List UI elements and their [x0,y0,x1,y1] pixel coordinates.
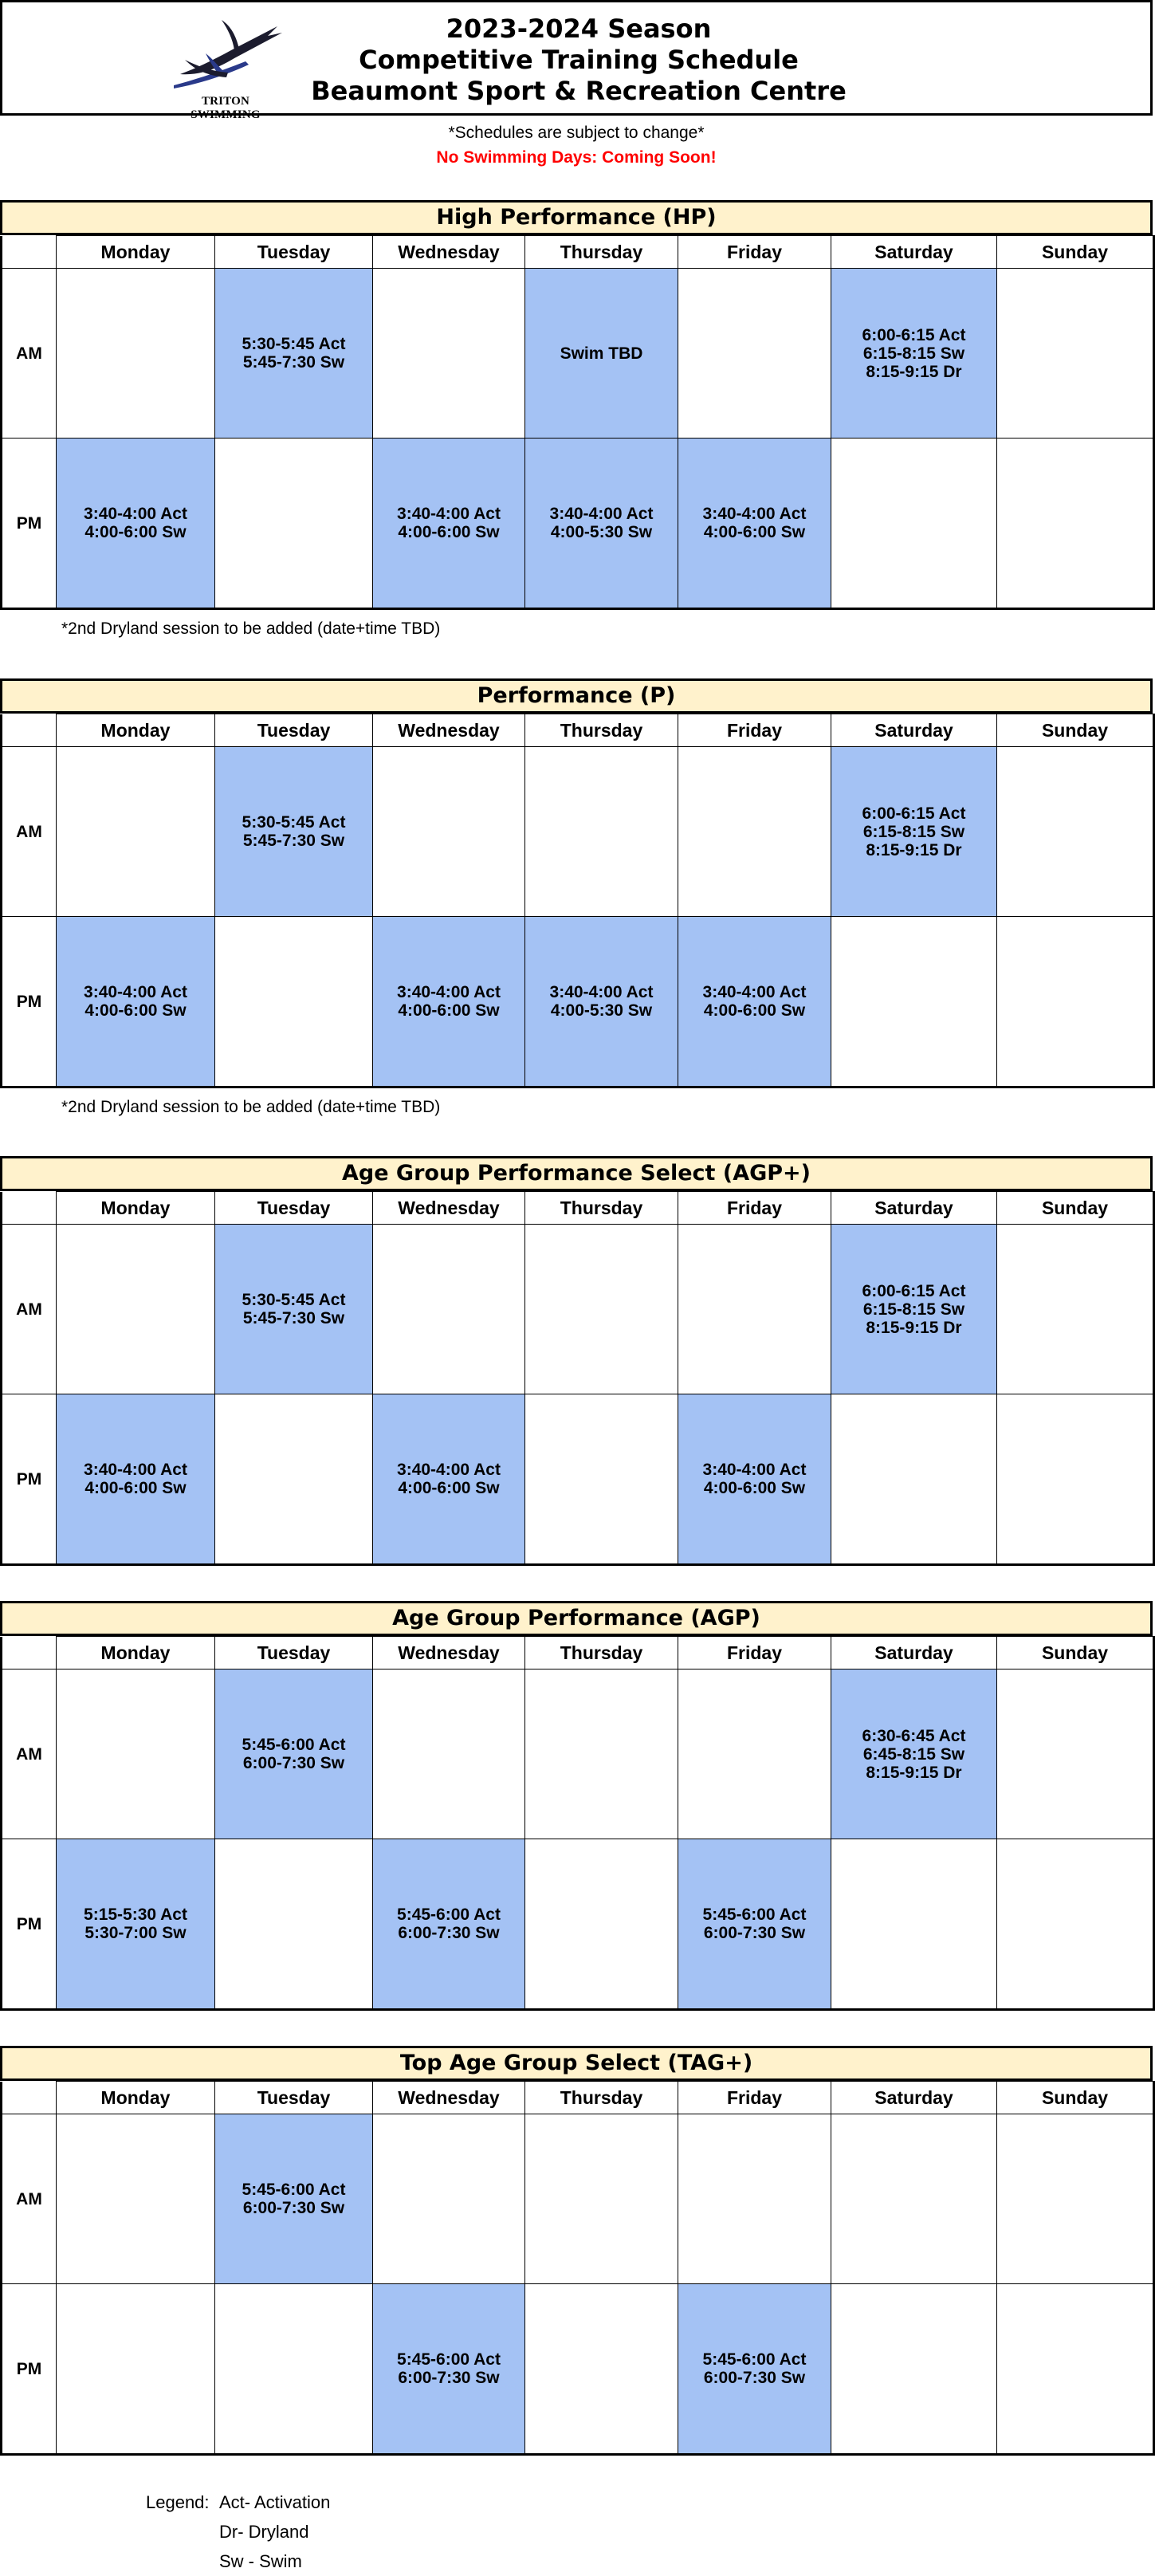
header-corner [2,1192,57,1225]
session-cell [215,1839,373,2010]
session-cell [997,1839,1154,2010]
session-time: 5:45-6:00 Act [397,2350,501,2369]
period-label-pm: PM [2,1394,57,1565]
change-notice: *Schedules are subject to change* [448,124,705,142]
session-time: 4:00-6:00 Sw [703,1479,806,1497]
session-time: 6:45-8:15 Sw [862,1744,965,1764]
session-cell [678,917,831,1087]
session-cell [57,1839,215,2010]
title-line-venue: Beaumont Sport & Recreation Centre [311,76,847,106]
day-header-saturday: Saturday [831,714,997,747]
day-header-thursday: Thursday [525,236,678,269]
session-cell [373,747,525,917]
period-label-pm: PM [2,2284,57,2455]
session-time: 3:40-4:00 Act [397,505,501,523]
day-header-sunday: Sunday [997,236,1154,269]
day-header-tuesday: Tuesday [215,714,373,747]
session-cell [373,917,525,1087]
session-cell [997,269,1154,439]
day-header-thursday: Thursday [525,714,678,747]
session-cell [215,439,373,609]
day-header-monday: Monday [57,236,215,269]
day-header-friday: Friday [678,1192,831,1225]
session-time: 6:00-7:30 Sw [703,1924,806,1942]
session-time: 3:40-4:00 Act [397,983,501,1001]
session-time: 4:00-6:00 Sw [398,1001,500,1020]
day-header-sunday: Sunday [997,1637,1154,1669]
session-time: 6:00-7:30 Sw [242,2199,345,2217]
session-time: 4:00-6:00 Sw [84,1479,187,1497]
header-corner [2,1637,57,1669]
session-cell [831,1225,997,1394]
session-cell [525,2284,678,2455]
session-time: 8:15-9:15 Dr [866,1763,962,1782]
day-header-sunday: Sunday [997,714,1154,747]
session-cell [678,269,831,439]
day-header-monday: Monday [57,1637,215,1669]
session-time: 6:15-8:15 Sw [862,1300,965,1319]
session-cell [525,2114,678,2284]
session-time: 5:45-6:00 Act [702,1905,807,1924]
legend-item-dryland: Dr- Dryland [219,2522,309,2542]
period-label-pm: PM [2,1839,57,2010]
session-cell [831,1394,997,1565]
day-header-saturday: Saturday [831,1637,997,1669]
header-corner [2,714,57,747]
session-time: 4:00-6:00 Sw [703,1001,806,1020]
session-time: 3:40-4:00 Act [84,1461,187,1479]
session-cell [997,747,1154,917]
session-cell [215,2114,373,2284]
session-cell [997,2114,1154,2284]
section-title: Performance (P) [0,678,1153,714]
schedule-table [0,235,1155,610]
session-time: 5:30-5:45 Act [242,813,346,832]
header-corner [2,2082,57,2114]
logo-text: TRITON SWIMMING [191,95,261,121]
day-header-wednesday: Wednesday [373,236,525,269]
day-header-sunday: Sunday [997,1192,1154,1225]
session-cell [57,1669,215,1839]
header-corner [2,236,57,269]
session-cell [831,2284,997,2455]
legend-label: Legend: [146,2492,210,2512]
session-cell [997,2284,1154,2455]
section-footnote: *2nd Dryland session to be added (date+time TBD) [61,1098,441,1116]
day-header-wednesday: Wednesday [373,1192,525,1225]
day-header-monday: Monday [57,714,215,747]
session-cell [215,1225,373,1394]
day-header-friday: Friday [678,714,831,747]
day-header-tuesday: Tuesday [215,1192,373,1225]
day-header-sunday: Sunday [997,2082,1154,2114]
session-cell [373,439,525,609]
day-header-thursday: Thursday [525,1637,678,1669]
session-cell [831,439,997,609]
session-time: 3:40-4:00 Act [549,505,654,523]
session-cell [525,747,678,917]
session-time: 3:40-4:00 Act [702,983,807,1001]
session-cell [678,747,831,917]
session-cell [57,2284,215,2455]
section-title: Age Group Performance Select (AGP+) [0,1156,1153,1191]
session-cell [57,439,215,609]
day-header-monday: Monday [57,1192,215,1225]
period-label-pm: PM [2,917,57,1087]
session-cell [57,747,215,917]
session-time: 4:00-6:00 Sw [703,523,806,541]
session-time: 5:45-7:30 Sw [242,1309,345,1327]
day-header-monday: Monday [57,2082,215,2114]
no-swim-days-notice: No Swimming Days: Coming Soon! [436,148,717,167]
session-time: 6:00-7:30 Sw [242,1754,345,1772]
day-header-wednesday: Wednesday [373,2082,525,2114]
session-cell [831,1839,997,2010]
session-cell [215,747,373,917]
session-time: 3:40-4:00 Act [702,1461,807,1479]
session-time: 4:00-6:00 Sw [84,1001,187,1020]
session-time: 6:00-7:30 Sw [398,1924,500,1942]
session-time: 5:45-6:00 Act [242,2181,346,2199]
session-cell [525,269,678,439]
session-time: 5:30-7:00 Sw [84,1924,187,1942]
session-time: 5:30-5:45 Act [242,1291,346,1309]
session-cell [831,1669,997,1839]
session-time: 4:00-6:00 Sw [398,523,500,541]
session-cell [373,1394,525,1565]
session-time: 3:40-4:00 Act [84,505,187,523]
session-time: 5:45-6:00 Act [242,1736,346,1754]
session-cell [57,1225,215,1394]
session-time: Swim TBD [560,344,643,363]
section-title: Age Group Performance (AGP) [0,1601,1153,1636]
day-header-tuesday: Tuesday [215,1637,373,1669]
session-time: 6:30-6:45 Act [862,1726,966,1745]
period-label-am: AM [2,1669,57,1839]
session-cell [678,2114,831,2284]
session-time: 8:15-9:15 Dr [866,362,962,381]
session-cell [215,269,373,439]
schedule-table [0,714,1155,1088]
session-cell [373,1225,525,1394]
day-header-thursday: Thursday [525,1192,678,1225]
session-cell [57,1394,215,1565]
title-line-schedule: Competitive Training Schedule [359,45,799,75]
section-title: High Performance (HP) [0,200,1153,235]
session-cell [831,2114,997,2284]
session-time: 6:00-6:15 Act [862,804,966,823]
schedule-table [0,2081,1155,2456]
day-header-wednesday: Wednesday [373,714,525,747]
session-cell [215,917,373,1087]
header-box [0,0,1153,121]
session-time: 5:45-7:30 Sw [242,353,345,372]
session-time: 8:15-9:15 Dr [866,1318,962,1337]
section-footnote: *2nd Dryland session to be added (date+time TBD) [61,619,441,638]
day-header-saturday: Saturday [831,236,997,269]
session-cell [373,2114,525,2284]
day-header-friday: Friday [678,2082,831,2114]
session-cell [678,1394,831,1565]
session-cell [678,1839,831,2010]
session-cell [525,439,678,609]
session-time: 3:40-4:00 Act [702,505,807,523]
session-cell [215,1669,373,1839]
session-time: 3:40-4:00 Act [84,983,187,1001]
session-time: 4:00-5:30 Sw [550,1001,653,1020]
session-cell [678,439,831,609]
session-time: 4:00-6:00 Sw [398,1479,500,1497]
session-time: 5:45-6:00 Act [702,2350,807,2369]
session-cell [525,1669,678,1839]
session-time: 6:00-6:15 Act [862,325,966,344]
session-cell [215,1394,373,1565]
session-cell [525,1225,678,1394]
day-header-thursday: Thursday [525,2082,678,2114]
session-time: 5:45-6:00 Act [397,1905,501,1924]
session-cell [997,1225,1154,1394]
session-time: 4:00-5:30 Sw [550,523,653,541]
session-cell [373,1839,525,2010]
session-cell [373,2284,525,2455]
title-line-season: 2023-2024 Season [446,14,712,44]
period-label-am: AM [2,2114,57,2284]
session-time: 5:30-5:45 Act [242,335,346,353]
session-time: 6:15-8:15 Sw [862,822,965,841]
period-label-pm: PM [2,439,57,609]
period-label-am: AM [2,747,57,917]
session-time: 4:00-6:00 Sw [84,523,187,541]
session-cell [997,1394,1154,1565]
session-cell [997,1669,1154,1839]
session-time: 5:15-5:30 Act [84,1905,187,1924]
session-cell [373,269,525,439]
day-header-tuesday: Tuesday [215,236,373,269]
day-header-friday: Friday [678,236,831,269]
session-time: 6:15-8:15 Sw [862,344,965,363]
legend-item-swim: Sw - Swim [219,2551,302,2571]
session-cell [525,1394,678,1565]
page-title [242,14,916,107]
period-label-am: AM [2,1225,57,1394]
session-cell [57,917,215,1087]
section-title: Top Age Group Select (TAG+) [0,2046,1153,2081]
session-cell [997,439,1154,609]
session-time: 6:00-6:15 Act [862,1281,966,1300]
session-time: 3:40-4:00 Act [397,1461,501,1479]
session-cell [831,747,997,917]
day-header-wednesday: Wednesday [373,1637,525,1669]
session-time: 6:00-7:30 Sw [703,2369,806,2387]
session-cell [57,2114,215,2284]
session-cell [678,2284,831,2455]
session-cell [678,1669,831,1839]
session-time: 6:00-7:30 Sw [398,2369,500,2387]
session-cell [678,1225,831,1394]
session-cell [215,2284,373,2455]
period-label-am: AM [2,269,57,439]
day-header-friday: Friday [678,1637,831,1669]
session-cell [373,1669,525,1839]
session-cell [831,917,997,1087]
session-cell [997,917,1154,1087]
legend-item-activation: Act- Activation [219,2492,331,2512]
session-cell [57,269,215,439]
session-cell [525,917,678,1087]
session-time: 8:15-9:15 Dr [866,840,962,859]
session-time: 5:45-7:30 Sw [242,832,345,850]
session-cell [525,1839,678,2010]
day-header-saturday: Saturday [831,1192,997,1225]
schedule-table [0,1636,1155,2011]
session-time: 3:40-4:00 Act [549,983,654,1001]
schedule-table [0,1191,1155,1566]
session-cell [831,269,997,439]
day-header-saturday: Saturday [831,2082,997,2114]
day-header-tuesday: Tuesday [215,2082,373,2114]
